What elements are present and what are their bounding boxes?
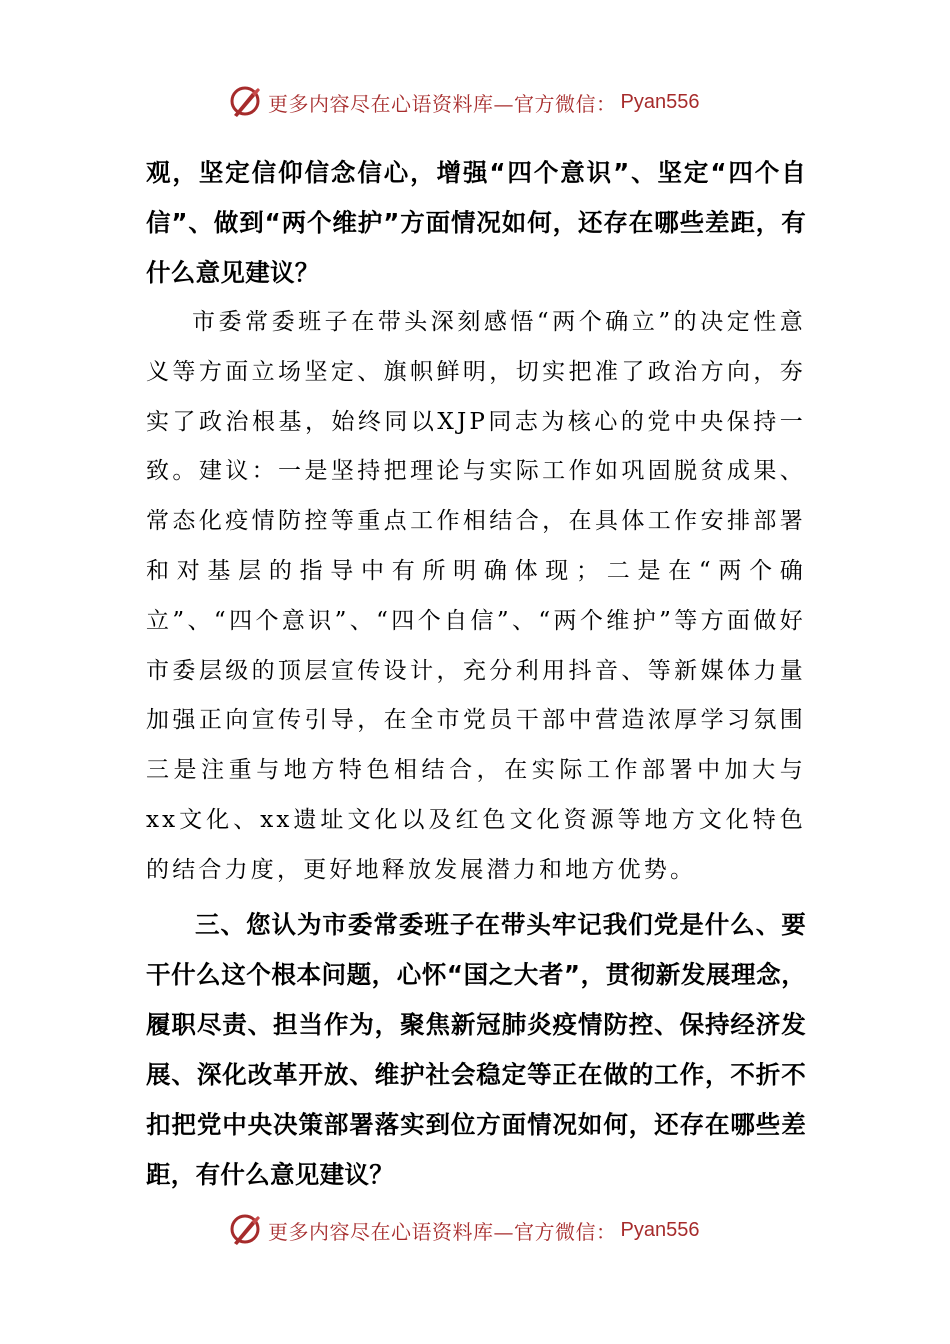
banner-text: 更多内容尽在心语资料库—官方微信： xyxy=(268,1219,617,1244)
banner-wechat-id: Pyan556 xyxy=(620,1218,700,1241)
pen-logo-icon xyxy=(228,1212,264,1248)
banner-text: 更多内容尽在心语资料库—官方微信： xyxy=(268,91,617,116)
answer-paragraph: 市委常委班子在带头深刻感悟“两个确立”的决定性意义等方面立场坚定、旗帜鲜明，切实把准了政治方向，夯实了政治根基，始终同以XJP同志为核心的党中央保持一致。建议：一是坚持把理论与实际工作如巩固脱贫成果、常态化疫情防控等重点工作相结合，在具体工作安排部署和对基层的指导中有所明确体现；二是在“两个确立”、“四个意识”、“四个自信”、“两个维护”等方面做好市委层级的顶层宣传设计，充分利用抖音、等新媒体力量加强正向宣传引导，在全市党员干部中营造浓厚学习氛围三是注重与地方特色相结合，在实际工作部署中加大与xx文化、xx遗址文化以及红色文化资源等地方文化特色的结合力度，更好地释放发展潜力和地方优势。 xyxy=(146,309,806,883)
document-body xyxy=(146,148,806,1200)
banner-wechat-id: Pyan556 xyxy=(620,90,700,113)
question-three-paragraph: 三、您认为市委常委班子在带头牢记我们党是什么、要干什么这个根本问题，心怀“国之大者”，贯彻新发展理念，履职尽责、担当作为，聚焦新冠肺炎疫情防控、保持经济发展、深化改革开放、维护社会稳定等正在做的工作，不折不扣把党中央决策部署落实到位方面情况如何，还存在哪些差距，有什么意见建议？ xyxy=(146,909,806,1189)
pen-logo-icon xyxy=(228,84,264,120)
question-continued-paragraph: 观，坚定信仰信念信心，增强“四个意识”、坚定“四个自信”、做到“两个维护”方面情况如何，还存在哪些差距，有什么意见建议？ xyxy=(146,158,806,287)
footer-banner xyxy=(228,1212,699,1248)
header-banner xyxy=(228,84,699,120)
